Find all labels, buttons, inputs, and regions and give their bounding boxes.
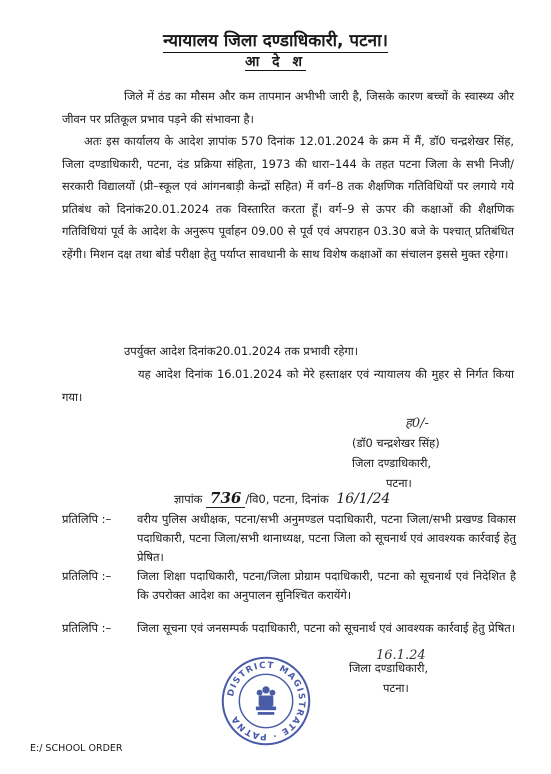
signatory-place: पटना। — [386, 476, 412, 490]
paragraph-effective: उपर्युक्त आदेश दिनांक20.01.2024 तक प्रभावी रहेगा। — [124, 344, 359, 358]
memo-office: /वि0, पटना, दिनांक — [245, 492, 329, 506]
paragraph-order: अतः इस कार्यालय के आदेश ज्ञापांक 570 दिनांक 12.01.2024 के क्रम में मैं, डॉ0 चन्द्रशेखर सिंह, जिला दण्डाधिकारी, पटना, दंड प्रक्रिया संहिता, 1973 की धारा–144 के तहत पटना जिला के सभी निजी/सरकारी विद्यालयों (प्री–स्कूल एवं आंगनबाड़ी केन्द्रों सहित) में वर्ग–8 तक शैक्षणिक गतिविधियों पर लगाये गये प्रतिबंध को दिनांक20.01.2024 तक विस्तारित करता हूँ। वर्ग–9 से ऊपर की कक्षाओं की शैक्षणिक गतिविधियां पूर्व के आदेश के अनुरूप पूर्वाहन 09.00 से पूर्व एवं अपराहन 03.30 बजे के पश्चात् प्रतिबंधित रहेंगी। मिशन दक्ष तथा बोर्ड परीक्षा हेतु पर्याप्त सावधानी के साथ विशेष कक्षाओं का संचालन इससे मुक्त रहेगा। — [62, 134, 514, 261]
signature-block — [352, 433, 440, 493]
signature2-mark: 16.1.24 — [376, 648, 426, 663]
memo-label: ज्ञापांक — [174, 492, 203, 506]
signatory-name: (डॉ0 चन्द्रशेखर सिंह) — [352, 436, 440, 450]
memo-date: 16/1/24 — [336, 491, 391, 507]
paragraph-issued: यह आदेश दिनांक 16.01.2024 को मेरे हस्ताक्षर एवं न्यायालय की मुहर से निर्गत किया गया। — [62, 367, 514, 404]
copy-text: जिला शिक्षा पदाधिकारी, पटना/जिला प्रोग्राम पदाधिकारी, पटना को सूचनार्थ एवं निदेशित है कि उपरोक्त आदेश का अनुपालन सुनिश्चित करायेंगे। — [137, 569, 516, 602]
order-heading: आ दे श — [244, 54, 306, 70]
file-path-footer: E:/ SCHOOL ORDER — [30, 743, 123, 754]
emblem-icon — [256, 686, 276, 715]
copy-text: जिला सूचना एवं जनसम्पर्क पदाधिकारी, पटना को सूचनार्थ एवं आवश्यक कार्रवाई हेतु प्रेषित। — [137, 621, 516, 635]
signatory2-designation: जिला दण्डाधिकारी, — [349, 661, 429, 675]
copy-text: वरीय पुलिस अधीक्षक, पटना/सभी अनुमण्डल पदाधिकारी, पटना जिला/सभी प्रखण्ड विकास पदाधिकारी, पटना जिला/सभी थानाध्यक्ष, पटना जिला को सूचनार्थ एवं आवश्यक कार्रवाई हेतु प्रेषित। — [137, 512, 516, 564]
copy-label: प्रतिलिपि :– — [62, 621, 112, 635]
signature-mark: ह0/- — [405, 416, 429, 431]
memo-number: 736 — [206, 489, 245, 508]
signature2-block — [349, 658, 428, 698]
district-magistrate-seal — [220, 655, 312, 747]
signatory2-place: पटना। — [383, 681, 409, 695]
copy-label: प्रतिलिपि :– — [62, 512, 112, 526]
copy-label: प्रतिलिपि :– — [62, 569, 112, 583]
seal-text: DISTRICT MAGISTRATE · PATNA — [226, 660, 307, 742]
memo-number-line — [174, 489, 390, 507]
court-title: न्यायालय जिला दण्डाधिकारी, पटना। — [163, 31, 388, 51]
signatory-designation: जिला दण्डाधिकारी, — [352, 456, 432, 470]
paragraph-weather: जिले में ठंड का मौसम और कम तापमान अभीभी जारी है, जिसके कारण बच्चों के स्वास्थ्य और जीवन पर प्रतिकूल प्रभाव पड़ने की संभावना है। — [62, 89, 514, 126]
